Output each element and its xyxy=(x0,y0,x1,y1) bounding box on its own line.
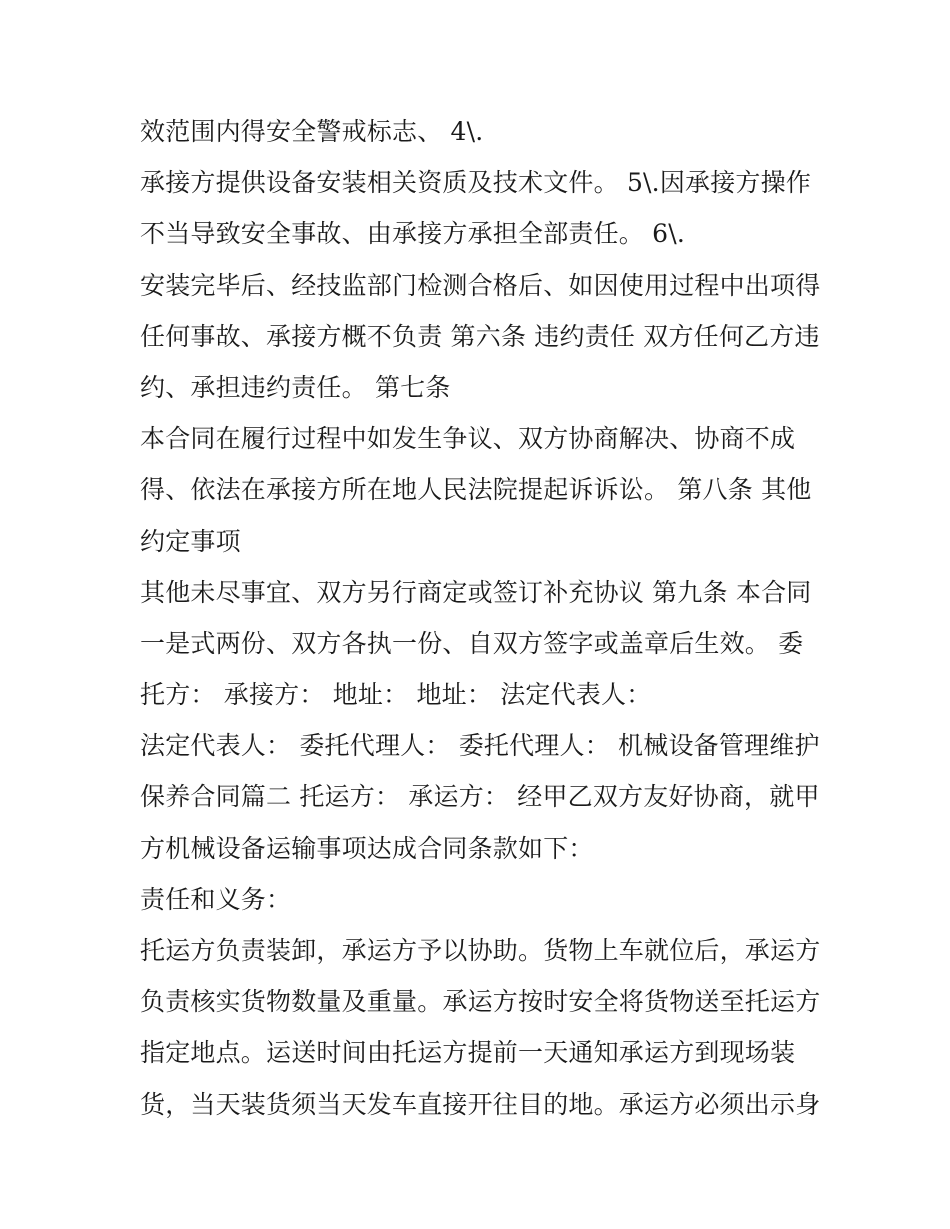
text-line: 托运方负责装卸，承运方予以协助。货物上车就位后，承运方 xyxy=(140,936,821,965)
text-line: 不当导致安全事故、由承接方承担全部责任。 6\. xyxy=(140,219,686,249)
text-line: 责任和义务： xyxy=(140,884,292,914)
text-line: 法定代表人： 委托代理人： 委托代理人： 机械设备管理维护 xyxy=(140,731,820,761)
text-line: 约定事项 xyxy=(140,526,241,556)
text-line: 一是式两份、双方各执一份、自双方签字或盖章后生效。 委 xyxy=(140,628,804,658)
text-line: 托方： 承接方： 地址： 地址： 法定代表人： xyxy=(140,680,652,710)
text-line: 货，当天装货须当天发车直接开往目的地。承运方必须出示身 xyxy=(140,1089,821,1119)
text-line: 效范围内得安全警戒标志、 4\. xyxy=(140,117,484,146)
text-line: 任何事故、承接方概不负责 第六条 违约责任 双方任何乙方违 xyxy=(140,321,820,351)
text-line: 保养合同篇二 托运方： 承运方： 经甲乙双方友好协商，就甲 xyxy=(140,782,820,812)
text-line: 方机械设备运输事项达成合同条款如下： xyxy=(140,833,594,863)
text-line: 负责核实货物数量及重量。承运方按时安全将货物送至托运方 xyxy=(140,987,821,1017)
text-line: 约、承担违约责任。 第七条 xyxy=(140,372,451,402)
text-line: 其他未尽事宜、双方另行商定或签订补充协议 第九条 本合同 xyxy=(140,577,812,607)
text-line: 安装完毕后、经技监部门检测合格后、如因使用过程中出项得 xyxy=(140,270,821,300)
text-line: 指定地点。运送时间由托运方提前一天通知承运方到现场装 xyxy=(140,1038,796,1068)
document-body xyxy=(140,106,830,1130)
text-line: 本合同在履行过程中如发生争议、双方协商解决、协商不成 xyxy=(140,424,796,454)
text-line: 得、依法在承接方所在地人民法院提起诉诉讼。 第八条 其他 xyxy=(140,475,812,505)
text-line: 承接方提供设备安装相关资质及技术文件。 5\.因承接方操作 xyxy=(140,168,812,198)
